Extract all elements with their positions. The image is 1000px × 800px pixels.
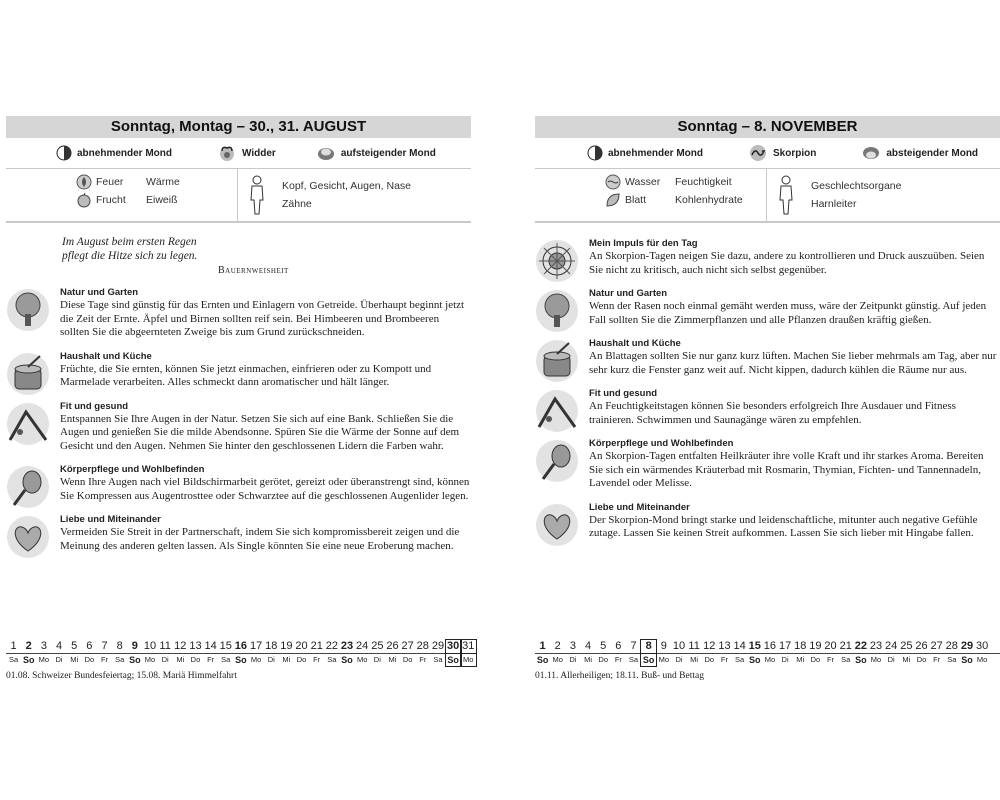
calendar-weekday: Mo xyxy=(250,655,262,664)
calendar-day: 7 xyxy=(630,640,637,652)
left-page xyxy=(6,116,471,553)
calendar-day: 13 xyxy=(718,640,731,652)
calendar-day: 14 xyxy=(204,640,217,652)
calendar-day-numbers xyxy=(535,640,1000,653)
moon-trend: aufsteigender Mond xyxy=(316,145,436,161)
calendar-day: 30 xyxy=(975,640,989,652)
tree-icon xyxy=(535,289,579,333)
calendar-weekday: Fr xyxy=(614,655,622,664)
calendar-weekday: Di xyxy=(781,655,789,664)
body-part: Geschlechtsorgane xyxy=(811,180,902,192)
calendar-day: 5 xyxy=(600,640,607,652)
calendar-day: 18 xyxy=(794,640,807,652)
element-row: Blatt Kohlenhydrate xyxy=(605,191,766,209)
calendar-weekday: So xyxy=(235,655,247,665)
calendar-weekday: Fr xyxy=(827,655,835,664)
calendar-weekday: Mo xyxy=(461,654,476,666)
calendar-weekday: Mi xyxy=(282,655,291,664)
calendar-weekday: Sa xyxy=(628,655,639,664)
yoga-icon xyxy=(6,402,50,446)
section-bodycare: Körperpflege und Wohlbefinden An Skorpion-Tagen entfalten Heilkräuter ihre volle Kraft und ihr starkes Aroma. Bereiten Sie sich ein wärmendes Kräuterbad mit Rosmarin, Thymian, Fichten- und Tannennadeln, Lavendel oder Melisse. xyxy=(535,437,1000,491)
calendar-day-numbers xyxy=(6,640,476,653)
calendar-day: 20 xyxy=(824,640,837,652)
calendar-weekday: Mo xyxy=(976,655,988,664)
calendar-day: 7 xyxy=(101,640,108,652)
calendar-weekday: Di xyxy=(161,655,169,664)
mandala-icon xyxy=(535,239,579,283)
water-icon xyxy=(605,174,621,190)
month-calendar-november xyxy=(535,640,1000,681)
rising-moon-icon xyxy=(316,145,336,161)
section-love: Liebe und Miteinander Vermeiden Sie Streit in der Partnerschaft, indem Sie sich kompromissbereit zeigen und die Meinung des anderen gelten lassen. Als Single könnten Sie eine neue Eroberung machen. xyxy=(6,513,471,553)
fire-icon xyxy=(76,174,92,190)
calendar-day: 20 xyxy=(295,640,308,652)
calendar-weekday: Mo xyxy=(870,655,882,664)
body-part: Harnleiter xyxy=(811,198,857,210)
calendar-day: 19 xyxy=(280,640,293,652)
holiday-note: 01.11. Allerheiligen; 18.11. Buß- und Bettag xyxy=(535,671,704,681)
calendar-day: 25 xyxy=(371,640,384,652)
calendar-day: 12 xyxy=(703,640,716,652)
calendar-day: 9 xyxy=(131,640,138,652)
calendar-day: 6 xyxy=(86,640,93,652)
calendar-day: 29 xyxy=(431,640,445,652)
calendar-day: 14 xyxy=(733,640,746,652)
section-household: Haushalt und Küche An Blattagen sollten Sie nur ganz kurz lüften. Machen Sie lieber mehrmals am Tag, aber nur sehr kurz die Fenster ganz weit auf. Nicht kippen, dadurch kühlen die Räume nur aus. xyxy=(535,337,1000,377)
calendar-weekday: Mi xyxy=(388,655,397,664)
calendar-weekday: Fr xyxy=(100,655,109,664)
element-info xyxy=(6,168,471,223)
calendar-weekday: Mi xyxy=(176,655,185,664)
element-row: Frucht Eiweiß xyxy=(76,191,237,209)
calendar-weekday: Di xyxy=(373,655,381,664)
zodiac-sign: Skorpion xyxy=(748,143,816,163)
calendar-day: 1 xyxy=(10,640,17,652)
scorpio-icon xyxy=(748,143,768,163)
falling-moon-icon xyxy=(861,145,881,161)
calendar-weekday: Sa xyxy=(947,655,957,664)
calendar-weekday: So xyxy=(129,655,141,665)
calendar-day: 26 xyxy=(386,640,399,652)
calendar-weekday: Mo xyxy=(658,655,670,664)
calendar-weekday: Mi xyxy=(796,655,805,664)
moon-trend: absteigender Mond xyxy=(861,145,978,161)
calendar-weekday: Sa xyxy=(735,655,745,664)
calendar-day: 28 xyxy=(945,640,958,652)
brush-icon xyxy=(6,465,50,509)
calendar-weekday: So xyxy=(642,655,655,665)
section-garden: Natur und Garten Diese Tage sind günstig für das Ernten und Einlagern von Getreide. Überhaupt beginnt jetzt die Zeit der Ernte. Äpfel und Birnen sollten reif sein. Bei Himbeeren und Brombeeren sollten Sie die abgeernteten Zweige bis zum Grund zurückschneiden. xyxy=(6,286,471,340)
calendar-weekday: Mo xyxy=(552,655,563,664)
calendar-day: 27 xyxy=(401,640,414,652)
calendar-day: 17 xyxy=(249,640,263,652)
calendar-weekday: Do xyxy=(402,655,413,664)
moon-phase: abnehmender Mond xyxy=(587,145,703,161)
hearts-icon xyxy=(6,515,50,559)
calendar-weekdays xyxy=(535,653,1000,666)
calendar-weekday: Fr xyxy=(419,655,427,664)
calendar-weekday: So xyxy=(961,655,973,665)
calendar-day: 21 xyxy=(310,640,323,652)
section-impulse: Mein Impuls für den Tag An Skorpion-Tagen neigen Sie dazu, andere zu kontrollieren und Druck auszuüben. Seien Sie nicht zu kritisch, auch nicht sich selbst gegenüber. xyxy=(535,237,1000,277)
calendar-day: 16 xyxy=(234,640,248,652)
calendar-weekday: Sa xyxy=(433,655,443,664)
waning-moon-icon xyxy=(587,145,603,161)
section-household: Haushalt und Küche Früchte, die Sie ernten, können Sie jetzt einmachen, einfrieren oder zu Kompott und Marmelade verarbeiten. Alles schmeckt dann aromatischer und hält länger. xyxy=(6,350,471,390)
section-love: Liebe und Miteinander Der Skorpion-Mond bringt starke und leidenschaftliche, mitunter auch negative Gefühle zutage. Lassen Sie keinen Streit aufkommen. Lassen Sie sich lieber mit Hingabe fallen. xyxy=(535,501,1000,541)
calendar-weekday: Do xyxy=(704,655,715,664)
quote: Im August beim ersten Regen pflegt die Hitze sich zu legen. xyxy=(62,236,198,262)
holiday-note: 01.08. Schweizer Bundesfeiertag; 15.08. Mariä Himmelfahrt xyxy=(6,671,237,681)
calendar-weekday: Sa xyxy=(841,655,851,664)
element-list xyxy=(535,169,767,221)
calendar-day: 31 xyxy=(462,640,475,652)
calendar-weekday: Do xyxy=(296,655,307,664)
section-fitness: Fit und gesund An Feuchtigkeitstagen können Sie besonders erfolgreich Ihre Ausdauer und Fitness trainieren. Schwimmen und Saunagänge wären zu empfehlen. xyxy=(535,387,1000,427)
section-garden: Natur und Garten Wenn der Rasen noch einmal gemäht werden muss, wäre der Zeitpunkt günstig. Auf jeden Fall sollten Sie die Zimmerpflanzen und alle Pflanzen draußen kräftig gießen. xyxy=(535,287,1000,327)
calendar-weekday: Di xyxy=(569,655,577,664)
page-title: Sonntag, Montag – 30., 31. AUGUST xyxy=(6,116,471,138)
calendar-day: 21 xyxy=(839,640,852,652)
aries-icon xyxy=(217,143,237,163)
calendar-weekday: Mi xyxy=(690,655,699,664)
calendar-day: 19 xyxy=(809,640,822,652)
section-fitness: Fit und gesund Entspannen Sie Ihre Augen in der Natur. Setzen Sie sich auf eine Bank. Schließen Sie die Augen und genießen Sie die milde Abendsonne. Spüren Sie die Wärme der Sonne auf dem Gesicht und den Augen. Nehmen Sie hinter den geschlossenen Lidern die Farben wahr. xyxy=(6,400,471,454)
calendar-day: 8 xyxy=(641,640,656,653)
calendar-day: 29 xyxy=(960,640,974,652)
moon-info-row xyxy=(535,138,1000,168)
calendar-weekdays xyxy=(6,653,476,666)
calendar-weekday: Do xyxy=(190,655,201,664)
calendar-weekday: Di xyxy=(55,655,63,664)
calendar-weekday: Do xyxy=(810,655,821,664)
element-row: Feuer Wärme xyxy=(76,173,237,191)
brush-icon xyxy=(535,439,579,483)
calendar-weekday: Mo xyxy=(38,655,50,664)
calendar-weekday: So xyxy=(855,655,867,665)
calendar-weekday: So xyxy=(341,655,353,665)
calendar-day: 15 xyxy=(748,640,761,652)
calendar-weekday: So xyxy=(749,655,761,665)
quote-source: Bauernweisheit xyxy=(218,265,289,276)
moon-info-row xyxy=(6,138,471,168)
body-zone xyxy=(767,169,901,221)
calendar-weekday: Di xyxy=(887,655,895,664)
zodiac-sign: Widder xyxy=(217,143,276,163)
calendar-weekday: Mo xyxy=(764,655,776,664)
calendar-weekday: Fr xyxy=(720,655,728,664)
section-bodycare: Körperpflege und Wohlbefinden Wenn Ihre Augen nach viel Bildschirmarbeit gerötet, gereizt oder überanstrengt sind, können Sie Kompressen aus Augentrosttee oder Schwarztee auf die geschlossenen Augenlider legen. xyxy=(6,463,471,503)
calendar-weekday: Sa xyxy=(221,655,231,664)
calendar-day: 24 xyxy=(356,640,369,652)
body-zone xyxy=(238,169,411,221)
element-list xyxy=(6,169,238,221)
moon-phase: abnehmender Mond xyxy=(56,145,172,161)
calendar-day: 22 xyxy=(325,640,338,652)
calendar-day: 6 xyxy=(615,640,622,652)
yoga-icon xyxy=(535,389,579,433)
body-figure-icon xyxy=(248,175,266,215)
calendar-day: 23 xyxy=(869,640,883,652)
calendar-weekday: Mo xyxy=(356,655,368,664)
calendar-weekday: Sa xyxy=(327,655,337,664)
calendar-weekday: So xyxy=(22,655,35,665)
leaf-icon xyxy=(605,192,621,208)
body-part: Zähne xyxy=(282,198,312,210)
calendar-day: 11 xyxy=(688,640,700,652)
calendar-weekday: Do xyxy=(598,655,608,664)
calendar-day: 26 xyxy=(915,640,928,652)
calendar-weekday: Sa xyxy=(8,655,19,664)
calendar-day: 3 xyxy=(569,640,576,652)
calendar-day: 12 xyxy=(174,640,187,652)
calendar-day: 24 xyxy=(885,640,898,652)
pot-icon xyxy=(535,339,579,383)
calendar-day: 4 xyxy=(55,640,63,652)
calendar-day: 4 xyxy=(584,640,592,652)
month-calendar-august xyxy=(6,640,476,681)
calendar-weekday: Di xyxy=(267,655,275,664)
calendar-weekday: Fr xyxy=(207,655,215,664)
calendar-day: 13 xyxy=(189,640,202,652)
calendar-day: 8 xyxy=(116,640,123,652)
calendar-weekday: Mo xyxy=(144,655,156,664)
calendar-day: 28 xyxy=(416,640,429,652)
calendar-day: 11 xyxy=(159,640,171,652)
calendar-weekday: So xyxy=(536,655,549,665)
calendar-weekday: Do xyxy=(84,655,95,664)
calendar-day: 2 xyxy=(554,640,561,652)
calendar-day: 30 xyxy=(446,640,460,652)
calendar-day: 1 xyxy=(539,640,546,652)
calendar-day: 16 xyxy=(763,640,777,652)
calendar-day: 10 xyxy=(143,640,157,652)
calendar-day: 9 xyxy=(660,640,667,652)
calendar-weekday: Mi xyxy=(584,655,592,664)
calendar-day: 17 xyxy=(778,640,792,652)
hearts-icon xyxy=(535,503,579,547)
pot-icon xyxy=(6,352,50,396)
calendar-day: 5 xyxy=(71,640,78,652)
right-page xyxy=(535,116,1000,541)
page-title: Sonntag – 8. NOVEMBER xyxy=(535,116,1000,138)
body-figure-icon xyxy=(777,175,795,215)
waning-moon-icon xyxy=(56,145,72,161)
calendar-weekday: Do xyxy=(916,655,927,664)
calendar-day: 25 xyxy=(900,640,913,652)
calendar-weekday: Fr xyxy=(313,655,321,664)
calendar-day: 22 xyxy=(854,640,867,652)
calendar-weekday: Di xyxy=(675,655,683,664)
calendar-day: 23 xyxy=(340,640,354,652)
calendar-day: 3 xyxy=(40,640,47,652)
calendar-weekday: Fr xyxy=(933,655,941,664)
calendar-weekday: Mi xyxy=(70,655,79,664)
fruit-icon xyxy=(76,192,92,208)
calendar-day: 10 xyxy=(672,640,686,652)
body-part: Kopf, Gesicht, Augen, Nase xyxy=(282,180,411,192)
calendar-day: 15 xyxy=(219,640,232,652)
calendar-weekday: Mi xyxy=(902,655,911,664)
calendar-day: 27 xyxy=(930,640,943,652)
calendar-day: 18 xyxy=(265,640,278,652)
calendar-weekday: Sa xyxy=(115,655,125,664)
tree-icon xyxy=(6,288,50,332)
element-info xyxy=(535,168,1000,223)
calendar-weekday: So xyxy=(447,655,459,665)
element-row: Wasser Feuchtigkeit xyxy=(605,173,766,191)
calendar-day: 2 xyxy=(25,640,32,652)
